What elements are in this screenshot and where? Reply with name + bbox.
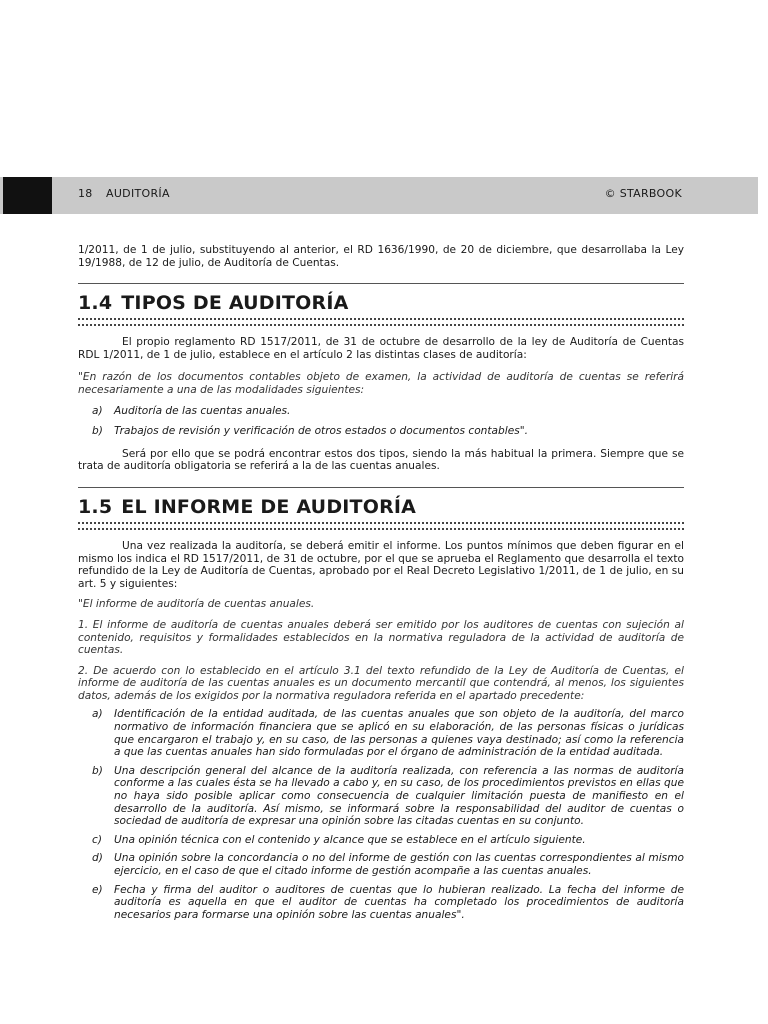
modalities-list xyxy=(78,405,684,438)
section-number: 1.5 xyxy=(78,495,113,518)
section-heading-1-4 xyxy=(78,284,684,318)
quote-paragraph: 2. De acuerdo con lo establecido en el artículo 3.1 del texto refundido de la Ley de Auditoría de Cuentas, el informe de auditoría de las cuentas anuales es un documento mercantil que contendrá, al menos, los siguientes datos, además de los exigidos por la normativa reguladora referida en el apartado precedente: xyxy=(78,664,684,702)
list-item: b) Una descripción general del alcance de la auditoría realizada, con referencia a las normas de auditoría conforme a las cuales ésta se ha llevado a cabo y, en su caso, de los procedimientos previstos en ellas que no haya sido posible aplicar como consecuencia de cualquier limitación puesta de manifiesto en el desarrollo de la auditoría. Así mismo, se informará sobre la responsabilidad del auditor de cuentas o sociedad de auditoría de expresar una opinión sobre las citadas cuentas en su conjunto. xyxy=(92,764,684,828)
list-item: e) Fecha y firma del auditor o auditores de cuentas que lo hubieran realizado. La fecha del informe de auditoría es aquella en que el auditor de cuentas ha completado los procedimientos de auditoría necesarios para formarse una opinión sobre las cuentas anuales". xyxy=(92,883,684,921)
running-title: AUDITORÍA xyxy=(106,187,170,200)
section-dotted-rule xyxy=(78,318,684,326)
page-number: 18 xyxy=(78,187,93,200)
intro-paragraph: 1/2011, de 1 de julio, substituyendo al anterior, el RD 1636/1990, de 20 de diciembre, que desarrollaba la Ley 19/1988, de 12 de julio, de Auditoría de Cuentas. xyxy=(78,244,684,269)
page-body xyxy=(78,244,684,921)
section-dotted-rule xyxy=(78,522,684,530)
paragraph: Una vez realizada la auditoría, se deberá emitir el informe. Los puntos mínimos que deben figurar en el mismo los indica el RD 1517/2011, de 31 de octubre, por el que se aprueba el Reglamento que desarrolla el texto refundido de la Ley de Auditoría de Cuentas, aprobado por el Real Decreto Legislativo 1/2011, de 1 de julio, en su art. 5 y siguientes: xyxy=(78,539,684,590)
section-title: TIPOS DE AUDITORÍA xyxy=(121,292,349,315)
section-heading-1-5 xyxy=(78,488,684,522)
quote-paragraph: 1. El informe de auditoría de cuentas anuales deberá ser emitido por los auditores de cuentas con sujeción al contenido, requisitos y formalidades establecidos en la normativa reguladora de la actividad de auditoría de cuentas. xyxy=(78,618,684,657)
list-item: c) Una opinión técnica con el contenido y alcance que se establece en el artículo siguiente. xyxy=(92,833,586,846)
list-item: a) Identificación de la entidad auditada, de las cuentas anuales que son objeto de la auditoría, del marco normativo de información financiera que se aplicó en su elaboración, de las personas físicas o jurídicas que encargaron el trabajo y, en su caso, de las personas a quienes vaya destinado; así como la referencia a que las cuentas anuales han sido formuladas por el órgano de administración de la entidad auditada. xyxy=(92,708,684,759)
report-contents-list xyxy=(78,708,684,921)
publisher-mark: © STARBOOK xyxy=(604,187,682,200)
header-black-tab xyxy=(3,177,52,214)
paragraph: Será por ello que se podrá encontrar estos dos tipos, siendo la más habitual la primera. Siempre que se trata de auditoría obligatoria se referirá a la de las cuentas anuales. xyxy=(78,447,684,473)
section-number: 1.4 xyxy=(78,292,113,315)
paragraph: El propio reglamento RD 1517/2011, de 31 de octubre de desarrollo de la ley de Auditoría de Cuentas RDL 1/2011, de 1 de julio, establece en el artículo 2 las distintas clases de auditoría: xyxy=(78,336,684,361)
section-title: EL INFORME DE AUDITORÍA xyxy=(121,495,417,518)
list-item: a) Auditoría de las cuentas anuales. xyxy=(92,404,291,417)
quote-paragraph: "En razón de los documentos contables objeto de examen, la actividad de auditoría de cuentas se referirá necesariamente a una de las modalidades siguientes: xyxy=(78,371,684,396)
list-item: d) Una opinión sobre la concordancia o no del informe de gestión con las cuentas correspondientes al mismo ejercicio, en el caso de que el citado informe de gestión acompañe a las cuentas anuales. xyxy=(92,852,684,877)
running-header xyxy=(0,177,758,214)
list-item: b) Trabajos de revisión y verificación de otros estados o documentos contables". xyxy=(92,425,528,438)
quote-title: "El informe de auditoría de cuentas anuales. xyxy=(78,598,315,611)
